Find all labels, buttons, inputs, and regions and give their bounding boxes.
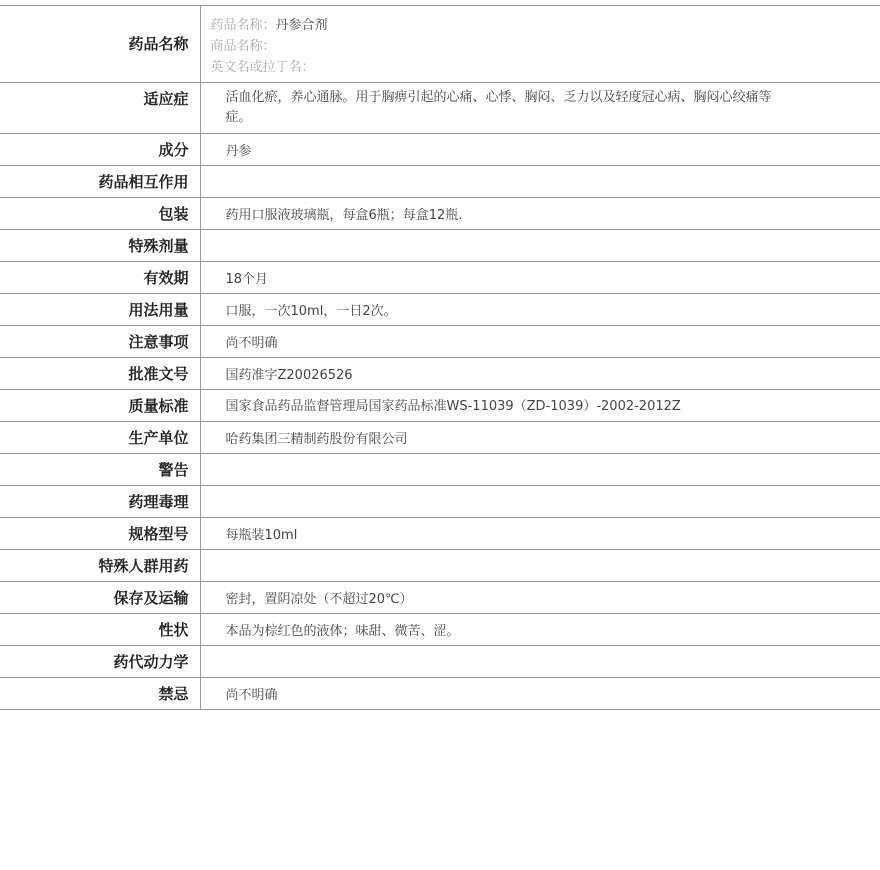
row-standard <box>0 390 880 422</box>
label-standard: 质量标准 <box>0 390 200 422</box>
label-manufacturer: 生产单位 <box>0 422 200 454</box>
value-special-dosage <box>200 230 880 262</box>
value-contraindications: 尚不明确 <box>200 678 880 710</box>
value-packaging: 药用口服液玻璃瓶，每盒6瓶；每盒12瓶. <box>200 198 880 230</box>
value-pharmacokinetics <box>200 646 880 678</box>
label-precautions: 注意事项 <box>0 326 200 358</box>
row-approval <box>0 358 880 390</box>
value-special-groups <box>200 550 880 582</box>
value-standard: 国家食品药品监督管理局国家药品标准WS-11039（ZD-1039）-2002-2012Z <box>200 390 880 422</box>
label-pharmacokinetics: 药代动力学 <box>0 646 200 678</box>
value-indication: 活血化瘀，养心通脉。用于胸痹引起的心痛、心悸、胸闷、乏力以及轻度冠心病、胸闷心绞痛等症。 <box>200 83 880 134</box>
trade-name-line <box>211 36 791 57</box>
label-approval: 批准文号 <box>0 358 200 390</box>
value-interactions <box>200 166 880 198</box>
value-toxicology <box>200 486 880 518</box>
label-packaging: 包装 <box>0 198 200 230</box>
row-manufacturer <box>0 422 880 454</box>
value-properties: 本品为棕红色的液体；味甜、微苦、涩。 <box>200 614 880 646</box>
row-toxicology <box>0 486 880 518</box>
row-packaging <box>0 198 880 230</box>
label-toxicology: 药理毒理 <box>0 486 200 518</box>
english-name-key: 英文名或拉丁名： <box>210 60 315 75</box>
label-special-groups: 特殊人群用药 <box>0 550 200 582</box>
label-properties: 性状 <box>0 614 200 646</box>
row-precautions <box>0 326 880 358</box>
row-contraindications <box>0 678 880 710</box>
row-validity <box>0 262 880 294</box>
row-ingredients <box>0 134 880 166</box>
row-interactions <box>0 166 880 198</box>
label-storage: 保存及运输 <box>0 582 200 614</box>
row-indication <box>0 83 880 134</box>
value-usage: 口服，一次10ml，一日2次。 <box>200 294 880 326</box>
value-specification: 每瓶装10ml <box>200 518 880 550</box>
value-ingredients: 丹参 <box>200 134 880 166</box>
label-warning: 警告 <box>0 454 200 486</box>
row-drug-name <box>0 6 880 83</box>
value-storage: 密封，置阴凉处（不超过20℃） <box>200 582 880 614</box>
row-usage <box>0 294 880 326</box>
value-approval: 国药准字Z20026526 <box>200 358 880 390</box>
english-name-line <box>211 57 791 78</box>
label-ingredients: 成分 <box>0 134 200 166</box>
label-drug-name: 药品名称 <box>0 6 200 83</box>
generic-name-value: 丹参合剂 <box>275 18 328 33</box>
label-specification: 规格型号 <box>0 518 200 550</box>
generic-name-key: 药品名称： <box>210 18 276 33</box>
drug-info-table <box>0 5 880 710</box>
trade-name-key: 商品名称： <box>210 39 276 54</box>
row-properties <box>0 614 880 646</box>
value-validity: 18个月 <box>200 262 880 294</box>
drug-name-block <box>200 6 880 83</box>
row-special-dosage <box>0 230 880 262</box>
label-interactions: 药品相互作用 <box>0 166 200 198</box>
row-warning <box>0 454 880 486</box>
row-specification <box>0 518 880 550</box>
label-validity: 有效期 <box>0 262 200 294</box>
label-indication: 适应症 <box>0 83 200 134</box>
value-precautions: 尚不明确 <box>200 326 880 358</box>
row-storage <box>0 582 880 614</box>
row-pharmacokinetics <box>0 646 880 678</box>
value-warning <box>200 454 880 486</box>
label-usage: 用法用量 <box>0 294 200 326</box>
generic-name-line <box>211 15 791 36</box>
label-special-dosage: 特殊剂量 <box>0 230 200 262</box>
row-special-groups <box>0 550 880 582</box>
label-contraindications: 禁忌 <box>0 678 200 710</box>
value-manufacturer: 哈药集团三精制药股份有限公司 <box>200 422 880 454</box>
